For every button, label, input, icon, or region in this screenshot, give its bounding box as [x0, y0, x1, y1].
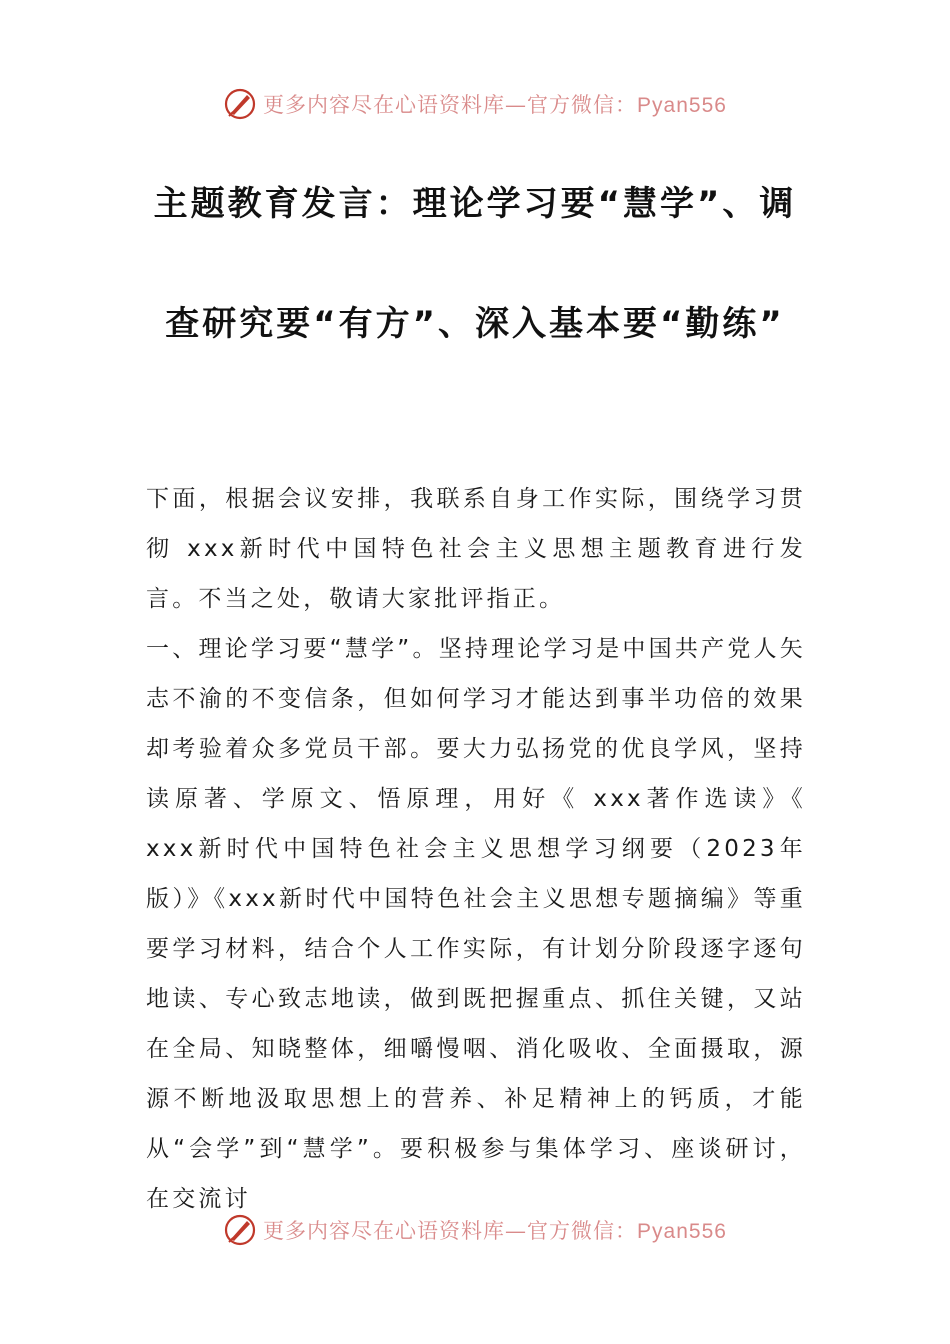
document-title-line-1: 主题教育发言：理论学习要“慧学”、调: [153, 184, 797, 224]
header-wechat-id: Pyan556: [637, 94, 727, 117]
header-banner-label: 更多内容尽在心语资料库—官方微信：: [263, 93, 638, 117]
document-body: [146, 474, 806, 1224]
paragraph-intro: 下面，根据会议安排，我联系自身工作实际，围绕学习贯彻 xxx新时代中国特色社会主义思想主题教育进行发言。不当之处，敬请大家批评指正。: [146, 486, 806, 612]
footer-banner: [0, 1210, 950, 1250]
document-title-line-2: 查研究要“有方”、深入基本要“勤练”: [165, 304, 785, 344]
footer-banner-label: 更多内容尽在心语资料库—官方微信：: [263, 1219, 638, 1243]
quill-logo-icon: [223, 87, 257, 121]
paragraph-section-1: 一、理论学习要“慧学”。坚持理论学习是中国共产党人矢志不渝的不变信条，但如何学习才能达到事半功倍的效果却考验着众多党员干部。要大力弘扬党的优良学风，坚持读原著、学原文、悟原理，用好《 xxx著作选读》《 xxx新时代中国特色社会主义思想学习纲要（2023年版）》《xxx新时代中国特色社会主义思想专题摘编》等重要学习材料，结合个人工作实际，有计划分阶段逐字逐句地读、专心致志地读，做到既把握重点、抓住关键，又站在全局、知晓整体，细嚼慢咽、消化吸收、全面摄取，源源不断地汲取思想上的营养、补足精神上的钙质，才能从“会学”到“慧学”。要积极参与集体学习、座谈研讨，在交流讨: [146, 636, 806, 1212]
footer-banner-text: [263, 1215, 727, 1245]
header-banner-text: [263, 89, 727, 119]
quill-logo-icon: [223, 1213, 257, 1247]
header-banner: [0, 84, 950, 124]
footer-wechat-id: Pyan556: [637, 1220, 727, 1243]
